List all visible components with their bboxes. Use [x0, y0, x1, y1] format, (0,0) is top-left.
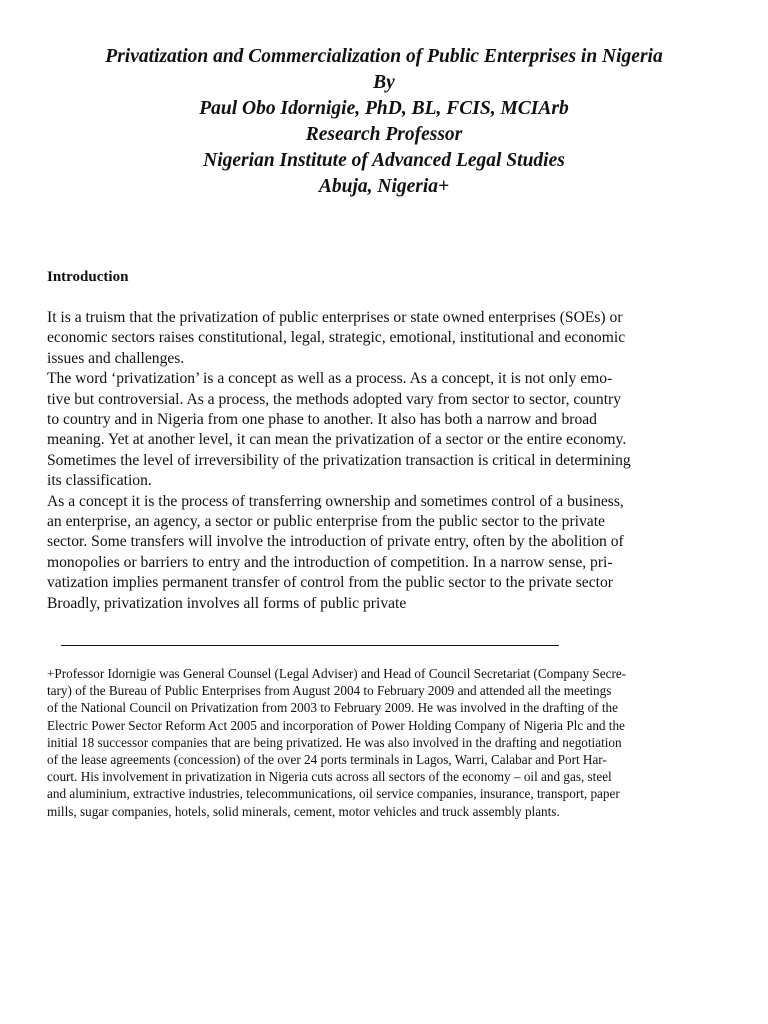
body-line: As a concept it is the process of transferring ownership and sometimes control of a business, — [47, 492, 624, 510]
body-line: It is a truism that the privatization of public enterprises or state owned enterprises (SOEs) or — [47, 309, 623, 326]
footnote — [47, 665, 727, 820]
body-line: to country and in Nigeria from one phase to another. It also has both a narrow and broad — [47, 411, 597, 429]
author-name: Paul Obo Idornigie, PhD, BL, FCIS, MCIArb — [199, 98, 569, 119]
body-line: monopolies or barriers to entry and the introduction of competition. In a narrow sense, pri- — [47, 553, 613, 571]
author-institution: Nigerian Institute of Advanced Legal Studies — [203, 150, 565, 171]
footnote-line: +Professor Idornigie was General Counsel (Legal Adviser) and Head of Council Secretariat (Company Secre- — [47, 666, 627, 681]
footnote-line: of the National Council on Privatization from 2003 to February 2009. He was involved in the drafting of the — [47, 700, 618, 716]
footnote-line: of the lease agreements (concession) of the over 24 ports terminals in Lagos, Warri, Calabar and Port Har- — [47, 752, 607, 768]
footnote-line: court. His involvement in privatization in Nigeria cuts across all sectors of the economy – oil and gas, steel — [47, 769, 612, 785]
body-line: sector. Some transfers will involve the introduction of private entry, often by the abolition of — [47, 533, 624, 551]
body-text — [47, 308, 723, 614]
footnote-divider — [61, 645, 559, 646]
footnote-line: tary) of the Bureau of Public Enterprises from August 2004 to February 2009 and attended all the meetings — [47, 683, 612, 699]
footnote-line: initial 18 successor companies that are being privatized. He was also involved in the drafting and negotiation — [47, 734, 622, 750]
paper-title: Privatization and Commercialization of Public Enterprises in Nigeria — [105, 46, 663, 67]
body-line: The word ‘privatization’ is a concept as well as a process. As a concept, it is not only emo- — [47, 370, 613, 388]
body-line: Broadly, privatization involves all forms of public private — [47, 594, 407, 612]
body-line: economic sectors raises constitutional, legal, strategic, emotional, institutional and economic — [47, 329, 626, 347]
body-line: Sometimes the level of irreversibility of the privatization transaction is critical in determining — [47, 451, 631, 469]
author-location: Abuja, Nigeria+ — [318, 176, 450, 197]
title-block — [40, 44, 728, 200]
byline-by: By — [373, 72, 395, 93]
footnote-line: Electric Power Sector Reform Act 2005 and incorporation of Power Holding Company of Nigeria Plc and the — [47, 717, 625, 733]
body-line: issues and challenges. — [47, 349, 185, 367]
body-line: vatization implies permanent transfer of control from the public sector to the private sector — [47, 574, 613, 592]
body-line: tive but controversial. As a process, the methods adopted vary from sector to sector, country — [47, 390, 622, 408]
body-line: meaning. Yet at another level, it can mean the privatization of a sector or the entire economy. — [47, 431, 627, 449]
body-line: an enterprise, an agency, a sector or public enterprise from the public sector to the private — [47, 513, 605, 531]
body-line: its classification. — [47, 472, 152, 490]
author-position: Research Professor — [305, 124, 463, 145]
footnote-line: mills, sugar companies, hotels, solid minerals, cement, motor vehicles and truck assembly plants. — [47, 803, 560, 819]
footnote-line: and aluminium, extractive industries, telecommunications, oil service companies, insurance, transport, paper — [47, 786, 620, 802]
section-heading-introduction: Introduction — [47, 269, 129, 285]
